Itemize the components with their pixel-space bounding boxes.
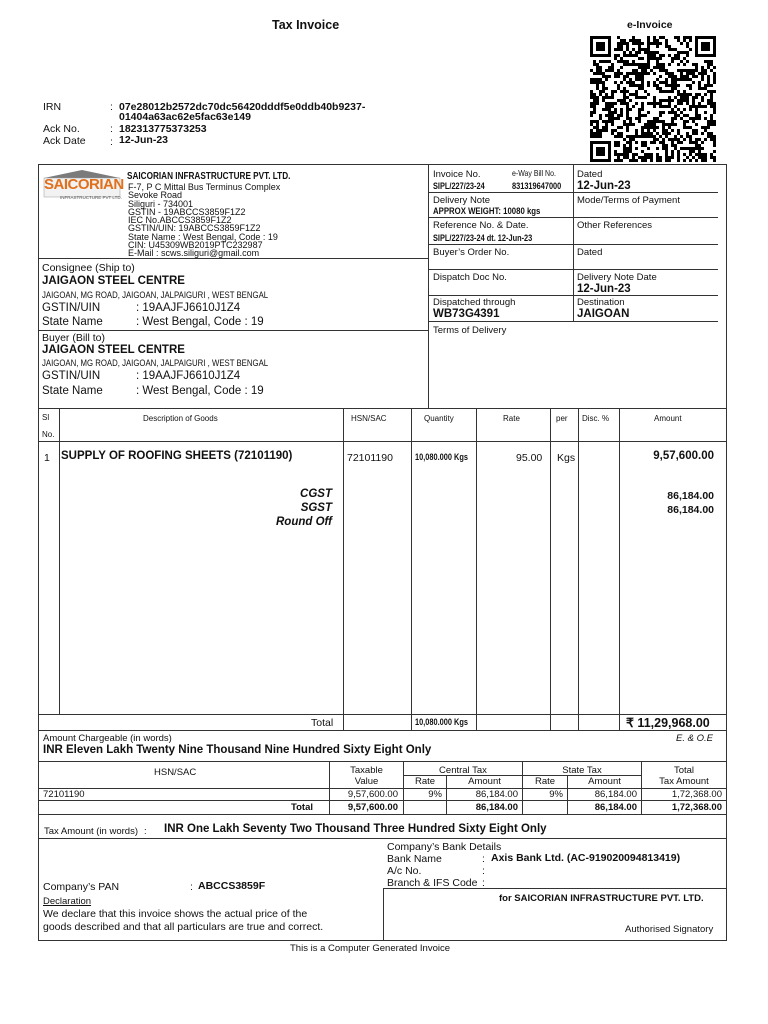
computer-generated-note: This is a Computer Generated Invoice bbox=[290, 943, 450, 954]
round-off-label: Round Off bbox=[276, 516, 332, 528]
dispatch-doc-label: Dispatch Doc No. bbox=[433, 272, 507, 283]
ac-no-label: A/c No. bbox=[387, 865, 422, 877]
tax-row-hsn: 72101190 bbox=[43, 789, 85, 800]
amount-in-words: INR Eleven Lakh Twenty Nine Thousand Nine Hundred Sixty Eight Only bbox=[43, 744, 432, 756]
seller-line: GSTIN/UIN: 19ABCCS3859F1Z2 bbox=[128, 223, 261, 234]
declaration-line2: goods described and that all particulars are true and correct. bbox=[43, 921, 324, 933]
col-header-per: per bbox=[556, 414, 568, 423]
irn-line2: 01404a63ac62e5fac63e149 bbox=[119, 111, 251, 123]
grid-line bbox=[428, 321, 718, 322]
col-line bbox=[578, 408, 579, 730]
total-quantity: 10,080.000 Kgs bbox=[415, 717, 468, 727]
row-per: Kgs bbox=[557, 452, 576, 464]
signature-box-top bbox=[383, 888, 726, 889]
eway-label: e-Way Bill No. bbox=[512, 168, 556, 178]
col-line bbox=[411, 408, 412, 730]
buyer-state: : West Bengal, Code : 19 bbox=[136, 385, 264, 397]
buyer-name: JAIGAON STEEL CENTRE bbox=[42, 344, 185, 356]
divider-details bbox=[573, 164, 574, 321]
col-line bbox=[343, 408, 344, 730]
consignee-state: : West Bengal, Code : 19 bbox=[136, 316, 264, 328]
irn-line1: 07e28012b2572dc70dc56420dddf5e0ddb40b9237- bbox=[119, 101, 366, 113]
row-sl: 1 bbox=[44, 452, 50, 464]
ack-no-value: 182313775373253 bbox=[119, 123, 207, 135]
col-header-hsn: HSN/SAC bbox=[351, 414, 387, 423]
col-header-no: No. bbox=[42, 430, 55, 439]
pan-colon: : bbox=[190, 881, 193, 893]
seller-line: CIN: U45309WB2019PTC232987 bbox=[128, 240, 263, 251]
consignee-address: JAIGOAN, MG ROAD, JAIGOAN, JALPAIGURI , WEST BENGAL bbox=[42, 290, 269, 301]
bank-name-label: Bank Name bbox=[387, 853, 442, 865]
items-total-bottom bbox=[38, 730, 727, 731]
seller-line: IEC No.ABCCS3859F1Z2 bbox=[128, 215, 232, 226]
tax-total-taxable: 9,57,600.00 bbox=[347, 802, 398, 813]
row-hsn: 72101190 bbox=[347, 452, 393, 464]
tax-row-taxable: 9,57,600.00 bbox=[347, 789, 398, 800]
tax-row-total: 1,72,368.00 bbox=[671, 789, 722, 800]
logo-text: SAICORIAN bbox=[44, 176, 124, 193]
invoice-no-value: SIPL/227/23-24 bbox=[433, 181, 485, 191]
frame-top bbox=[38, 164, 727, 165]
terms-delivery-label: Terms of Delivery bbox=[433, 325, 507, 336]
tax-row-c-rate: 9% bbox=[428, 789, 442, 800]
tax-header-c-rate: Rate bbox=[414, 776, 436, 787]
bank-name-value: Axis Bank Ltd. (AC-919020094813419) bbox=[491, 852, 681, 864]
grid-line bbox=[428, 192, 718, 193]
tax-header-s-rate: Rate bbox=[534, 776, 556, 787]
tax-table-bottom bbox=[38, 814, 727, 815]
sgst-amount: 86,184.00 bbox=[667, 504, 714, 516]
tax-words-colon: : bbox=[144, 826, 147, 837]
invoice-no-label: Invoice No. bbox=[433, 169, 481, 180]
delivery-note-date-label: Delivery Note Date bbox=[577, 272, 657, 283]
total-amount: ₹ 11,29,968.00 bbox=[626, 716, 710, 730]
tax-header-taxable-1: Taxable bbox=[350, 765, 383, 776]
branch-colon: : bbox=[482, 877, 485, 889]
qr-code bbox=[590, 36, 716, 162]
branch-label: Branch & IFS Code bbox=[387, 877, 478, 889]
buyer-label: Buyer (Bill to) bbox=[42, 332, 106, 344]
dispatched-through-label: Dispatched through bbox=[433, 297, 516, 308]
ack-no-colon: : bbox=[110, 123, 113, 135]
items-total-top bbox=[38, 714, 727, 715]
bank-heading: Company’s Bank Details bbox=[387, 841, 502, 853]
grid-line bbox=[428, 295, 718, 296]
delivery-note-value: APPROX WEIGHT: 10080 kgs bbox=[433, 206, 541, 217]
seller-sep bbox=[38, 258, 428, 259]
tax-header-s-amount: Amount bbox=[588, 776, 621, 787]
grid-line bbox=[428, 244, 718, 245]
signature-box-left bbox=[383, 888, 384, 941]
tax-total-label: Total bbox=[291, 802, 313, 813]
ack-date-label: Ack Date bbox=[43, 135, 86, 147]
col-header-disc: Disc. % bbox=[582, 414, 610, 423]
frame-left bbox=[38, 164, 39, 941]
invoice-title: Tax Invoice bbox=[272, 18, 340, 32]
consignee-gstin: : 19AAJFJ6610J1Z4 bbox=[136, 302, 241, 314]
bank-name-colon: : bbox=[482, 853, 485, 865]
buyers-order-label: Buyer’s Order No. bbox=[433, 247, 510, 258]
buyer-gstin: : 19AAJFJ6610J1Z4 bbox=[136, 370, 241, 382]
seller-name bbox=[127, 171, 326, 182]
consignee-name: JAIGAON STEEL CENTRE bbox=[42, 275, 185, 287]
tax-row-c-amount: 86,184.00 bbox=[475, 789, 518, 800]
tax-header-taxable-2: Value bbox=[354, 776, 379, 787]
eoe-label: E. & O.E bbox=[676, 733, 713, 744]
declaration-label: Declaration bbox=[43, 896, 92, 907]
divider-mid bbox=[428, 164, 429, 408]
total-label: Total bbox=[311, 717, 334, 729]
pan-value: ABCCS3859F bbox=[198, 880, 266, 892]
col-line bbox=[550, 408, 551, 730]
reference-label: Reference No. & Date. bbox=[433, 220, 529, 231]
col-header-desc: Description of Goods bbox=[143, 414, 218, 423]
delivery-note-date-value: 12-Jun-23 bbox=[577, 283, 631, 295]
dated-label: Dated bbox=[577, 169, 603, 180]
seller-line: Siliguri - 734001 bbox=[128, 198, 194, 209]
row-description: SUPPLY OF ROOFING SHEETS (72101190) bbox=[61, 450, 293, 462]
einvoice-label: e-Invoice bbox=[627, 19, 673, 31]
amount-chargeable-label: Amount Chargeable (in words) bbox=[43, 733, 172, 744]
seller-name-text: SAICORIAN INFRASTRUCTURE PVT. LTD. bbox=[127, 171, 291, 182]
seller-address bbox=[128, 183, 280, 258]
buyer-state-label: State Name bbox=[42, 385, 103, 397]
tax-header-c-amount: Amount bbox=[468, 776, 501, 787]
col-header-sl: Sl bbox=[42, 413, 50, 422]
col-header-qty: Quantity bbox=[424, 414, 454, 423]
logo-subtext: INFRASTRUCTURE PVT LTD. bbox=[60, 195, 122, 200]
declaration-line1: We declare that this invoice shows the actual price of the bbox=[43, 908, 308, 920]
mode-payment-label: Mode/Terms of Payment bbox=[577, 195, 680, 206]
tax-header-state: State Tax bbox=[562, 765, 602, 776]
col-header-amount: Amount bbox=[654, 414, 682, 423]
dated-value: 12-Jun-23 bbox=[577, 180, 631, 192]
tax-words-value: INR One Lakh Seventy Two Thousand Three Hundred Sixty Eight Only bbox=[164, 823, 547, 835]
frame-bottom bbox=[38, 940, 727, 941]
tax-header-hsn: HSN/SAC bbox=[154, 767, 197, 778]
ac-no-colon: : bbox=[482, 865, 485, 877]
for-company: for SAICORIAN INFRASTRUCTURE PVT. LTD. bbox=[499, 893, 704, 904]
destination-value: JAIGOAN bbox=[577, 308, 630, 320]
col-header-rate: Rate bbox=[503, 414, 520, 423]
tax-total-c-amount: 86,184.00 bbox=[475, 802, 518, 813]
sgst-label: SGST bbox=[300, 502, 332, 514]
tax-total-total: 1,72,368.00 bbox=[671, 802, 722, 813]
tax-table-top bbox=[38, 761, 727, 762]
irn-label: IRN bbox=[43, 101, 62, 113]
seller-line: Sevoke Road bbox=[128, 190, 183, 201]
buyer-gstin-label: GSTIN/UIN bbox=[42, 370, 101, 382]
consignee-sep bbox=[38, 330, 428, 331]
consignee-state-label: State Name bbox=[42, 316, 103, 328]
row-rate: 95.00 bbox=[516, 452, 543, 464]
destination-label: Destination bbox=[577, 297, 625, 308]
items-header-bottom bbox=[38, 441, 727, 442]
grid-line bbox=[428, 217, 718, 218]
ack-no-label: Ack No. bbox=[43, 123, 80, 135]
tax-words-label: Tax Amount (in words) bbox=[44, 826, 138, 837]
tax-header-total-1: Total bbox=[673, 765, 695, 776]
row-amount: 9,57,600.00 bbox=[653, 450, 714, 462]
other-references-label: Other References bbox=[577, 220, 652, 231]
footer-line bbox=[38, 838, 727, 839]
grid-line bbox=[428, 269, 718, 270]
dispatched-through-value: WB73G4391 bbox=[433, 308, 500, 320]
tax-total-s-amount: 86,184.00 bbox=[594, 802, 637, 813]
row-quantity: 10,080.000 Kgs bbox=[415, 452, 468, 462]
cgst-label: CGST bbox=[300, 488, 332, 500]
ack-date-value: 12-Jun-23 bbox=[119, 134, 169, 146]
items-top bbox=[38, 408, 727, 409]
tax-row-s-rate: 9% bbox=[549, 789, 563, 800]
frame-right bbox=[726, 164, 727, 941]
tax-header-total-2: Tax Amount bbox=[659, 776, 709, 787]
col-line bbox=[59, 408, 60, 714]
reference-value: SIPL/227/23-24 dt. 12-Jun-23 bbox=[433, 233, 533, 243]
pan-label: Company’s PAN bbox=[43, 881, 120, 893]
tax-row-s-amount: 86,184.00 bbox=[594, 789, 637, 800]
delivery-note-label: Delivery Note bbox=[433, 195, 491, 206]
seller-line: GSTIN - 19ABCCS3859F1Z2 bbox=[128, 206, 246, 217]
seller-line: State Name : West Bengal, Code : 19 bbox=[128, 231, 278, 242]
consignee-label: Consignee (Ship to) bbox=[42, 262, 135, 274]
seller-line: F-7, P C Mittal Bus Terminus Complex bbox=[128, 182, 281, 192]
dated2-label: Dated bbox=[577, 247, 603, 258]
ack-date-colon: : bbox=[110, 136, 113, 148]
seller-line: E-Mail : scws.siliguri@gmail.com bbox=[128, 248, 260, 259]
irn-colon: : bbox=[110, 101, 113, 113]
consignee-gstin-label: GSTIN/UIN bbox=[42, 302, 101, 314]
tax-row-bottom bbox=[38, 800, 727, 801]
cgst-amount: 86,184.00 bbox=[667, 490, 714, 502]
authorised-signatory: Authorised Signatory bbox=[625, 924, 714, 935]
tax-header-central: Central Tax bbox=[439, 765, 487, 776]
eway-no-value: 831319647000 bbox=[512, 181, 562, 191]
buyer-address: JAIGOAN, MG ROAD, JAIGOAN, JALPAIGURI , WEST BENGAL bbox=[42, 358, 269, 369]
